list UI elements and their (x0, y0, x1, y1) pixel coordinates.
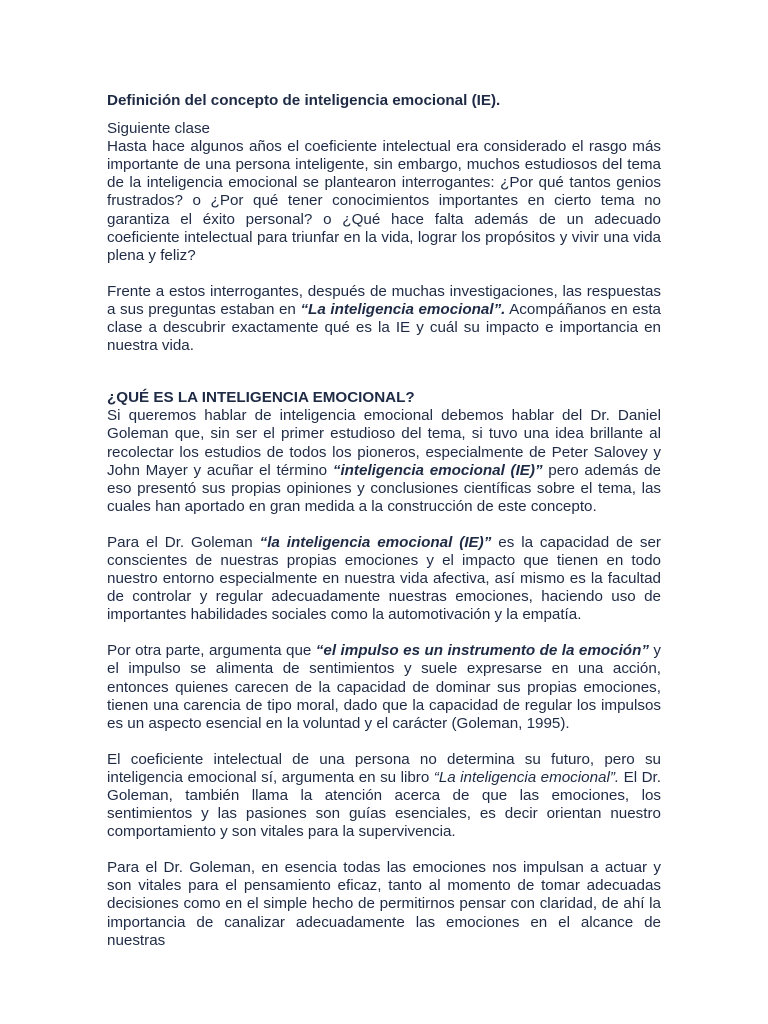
document-subtitle: Siguiente clase (107, 120, 211, 138)
paragraph-2-emphasis: “La inteligencia emocional”. (300, 300, 506, 318)
paragraph-4-text-start: Para el Dr. Goleman (107, 533, 260, 551)
paragraph-4 (107, 534, 661, 624)
paragraph-5-text-end: y el impulso se alimenta de sentimientos y suele expresarse en una acción, entonces quienes carecen de la capacidad de dominar sus propias emociones, tienen una carencia de tipo moral, dado que la capacidad de regular los impulsos es un aspecto esencial en la voluntad y el carácter (Goleman, 1995). (107, 642, 661, 732)
paragraph-6 (107, 751, 661, 841)
paragraph-5-emphasis: “el impulso es un instrumento de la emoción” (315, 642, 649, 660)
paragraph-6-text-end: El Dr. Goleman, también llama la atención acerca de que las emociones, los sentimientos y las pasiones son guías esenciales, es decir orientan nuestro comportamiento y son vitales para la supervivencia. (107, 768, 662, 841)
paragraph-5-text-start: Por otra parte, argumenta que (107, 642, 316, 660)
paragraph-3-emphasis: “inteligencia emocional (IE)” (332, 461, 543, 479)
paragraph-7: Para el Dr. Goleman, en esencia todas las emociones nos impulsan a actuar y son vitales para el pensamiento eficaz, tanto al momento de tomar adecuadas decisiones como en el simple hecho de permitirnos pensar con claridad, de ahí la importancia de canalizar adecuadamente las emociones en el alcance de nuestras (107, 859, 661, 949)
paragraph-1: Hasta hace algunos años el coeficiente intelectual era considerado el rasgo más importante de una persona inteligente, sin embargo, muchos estudiosos del tema de la inteligencia emocional se plantearon interrogantes: ¿Por qué tantos genios frustrados? o ¿Por qué tener conocimientos importantes en cierto tema no garantiza el éxito personal? o ¿Qué hace falta además de un adecuado coeficiente intelectual para triunfar en la vida, lograr los propósitos y vivir una vida plena y feliz? (107, 138, 661, 264)
paragraph-4-text-end: es la capacidad de ser conscientes de nuestras propias emociones y el impacto que tienen en todo nuestro entorno especialmente en nuestra vida afectiva, así mismo es la facultad de controlar y regular adecuadamente nuestras emociones, haciendo uso de importantes habilidades sociales como la automotivación y la empatía. (107, 533, 661, 624)
document-title: Definición del concepto de inteligencia emocional (IE). (107, 92, 501, 109)
paragraph-3-text-start: Si queremos hablar de inteligencia emocional debemos hablar del Dr. Daniel Goleman que, sin ser el primer estudioso del tema, si tuvo una idea brillante al recolectar los estudios de todos los pioneros, especialmente de Peter Salovey y John Mayer y acuñar el término (107, 407, 661, 479)
paragraph-5 (107, 642, 661, 732)
document-page (107, 92, 661, 968)
section-heading: ¿QUÉ ES LA INTELIGENCIA EMOCIONAL? (107, 389, 415, 407)
paragraph-2-text-start: Frente a estos interrogantes, después de muchas investigaciones, las respuestas a sus preguntas estaban en (107, 282, 661, 318)
paragraph-3 (107, 407, 661, 516)
paragraph-3-text-end: pero además de eso presentó sus propias opiniones y conclusiones científicas sobre el tema, las cuales han aportado en gran medida a la construcción de este concepto. (107, 461, 662, 515)
paragraph-6-italic: “La inteligencia emocional”. (433, 768, 620, 786)
paragraph-6-text-start: El coeficiente intelectual de una persona no determina su futuro, pero su inteligencia emocional sí, argumenta en su libro (107, 750, 661, 786)
paragraph-2 (107, 283, 661, 355)
paragraph-2-text-end: Acompáñanos en esta clase a descubrir exactamente qué es la IE y cuál su impacto e importancia en nuestra vida. (107, 300, 661, 355)
paragraph-4-emphasis: “la inteligencia emocional (IE)” (259, 533, 492, 551)
